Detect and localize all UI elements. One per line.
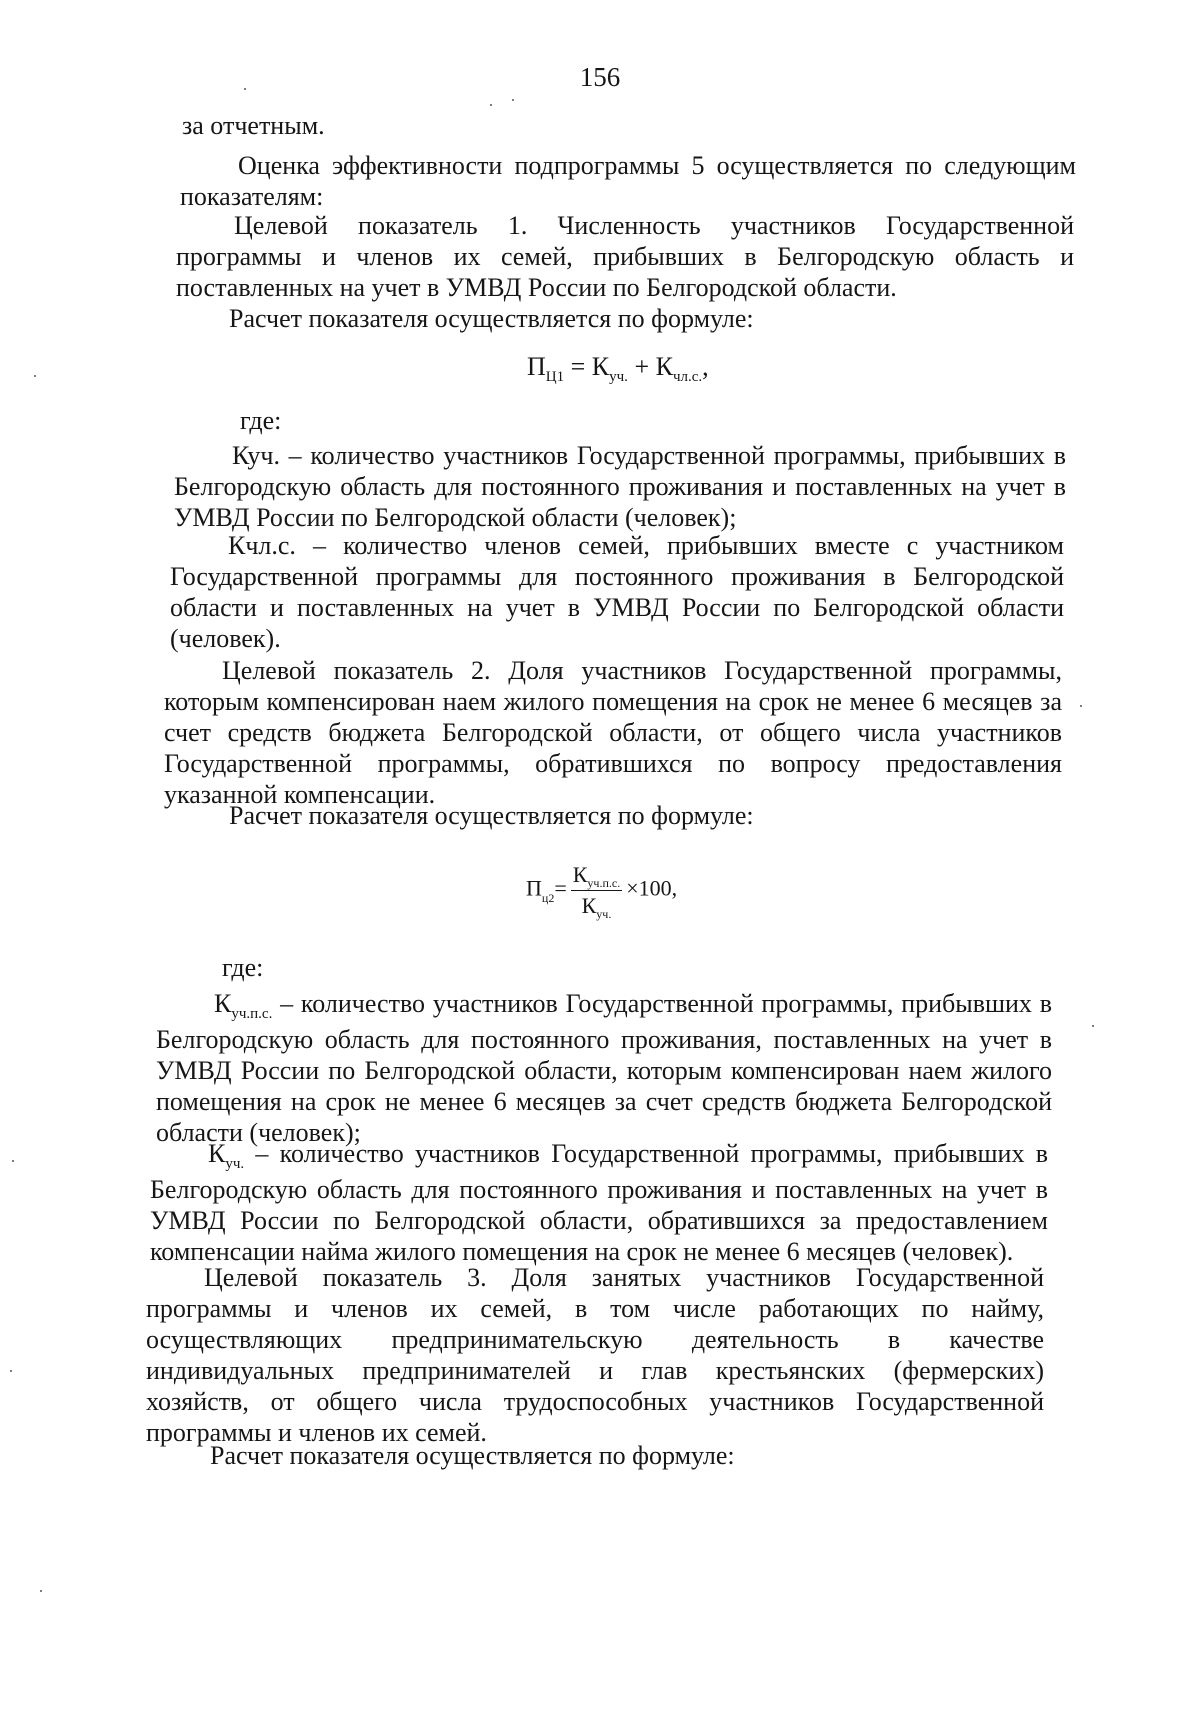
scan-speck bbox=[40, 1590, 42, 1592]
target-indicator-2: Целевой показатель 2. Доля участников Государственной программы, которым компенсирован наем жилого помещения на срок не менее 6 месяцев за счет средств бюджета Белгородской области, от общего числа участников Государственной программы, обратившихся по вопросу предоставления указанной компенсации. bbox=[164, 656, 1062, 809]
calc-caption-1: Расчет показателя осуществляется по формуле: bbox=[229, 304, 754, 333]
definition-kchls: Кчл.с. – количество членов семей, прибывших вместе с участником Государственной программы для постоянного проживания в Белгородской области и поставленных на учет в УМВД России по Белгородской области (человек). bbox=[170, 531, 1064, 653]
definition-kuchps: $К_{уч.п.с.}$ – количество участников Государственной программы, прибывших в Белгородскую область для постоянного проживания, поставленных на учет в УМВД России по Белгородской области, которым компенсирован наем жилого помещения на срок не менее 6 месяцев за счет средств бюджета Белгородской области (человек); bbox=[156, 989, 1052, 1147]
where-label-2: где: bbox=[222, 953, 264, 982]
formula-2: $П_{ц2}=$ $\frac{К_{уч.п.с.}}{К_{уч.}}$ ×100, bbox=[526, 862, 678, 921]
definition-kuch: Куч. – количество участников Государственной программы, прибывших в Белгородскую область для постоянного проживания и поставленных на учет в УМВД России по Белгородской области (человек); bbox=[174, 441, 1066, 532]
target-indicator-3: Целевой показатель 3. Доля занятых участников Государственной программы и членов их семей, в том числе работающих по найму, осуществляющих предпринимательскую деятельность в качестве индивидуальных предпринимателей и глав крестьянских (фермерских) хозяйств, от общего числа трудоспособных участников Государственной программы и членов их семей. bbox=[146, 1263, 1044, 1447]
page-number: 156 bbox=[579, 62, 621, 92]
scan-speck bbox=[1092, 1025, 1094, 1027]
scan-speck bbox=[512, 99, 514, 101]
scan-speck bbox=[10, 1370, 12, 1372]
calc-caption-3: Расчет показателя осуществляется по формуле: bbox=[210, 1441, 735, 1470]
scan-speck bbox=[34, 375, 36, 377]
scan-speck bbox=[1080, 705, 1082, 707]
target-indicator-1: Целевой показатель 1. Численность участников Государственной программы и членов их семей, прибывших в Белгородскую область и поставленных на учет в УМВД России по Белгородской области. bbox=[176, 211, 1074, 302]
scan-speck bbox=[244, 88, 246, 90]
scan-speck bbox=[490, 104, 492, 106]
intro-paragraph: Оценка эффективности подпрограммы 5 осуществляется по следующим показателям: bbox=[180, 151, 1076, 211]
formula-2-fraction: $\frac{К_{уч.п.с.}}{К_{уч.}}$ bbox=[572, 862, 621, 921]
formula-1: $П_{Ц1} = К_{уч.} + К_{чл.с.}$, bbox=[527, 352, 709, 385]
calc-caption-2: Расчет показателя осуществляется по формуле: bbox=[229, 801, 754, 830]
scan-speck bbox=[12, 1160, 14, 1162]
continuation-line: за отчетным. bbox=[182, 111, 325, 140]
definition-kuch-2: $К_{уч.}$ – количество участников Государственной программы, прибывших в Белгородскую область для постоянного проживания и поставленных на учет в УМВД России по Белгородской области, обратившихся за предоставлением компенсации найма жилого помещения на срок не менее 6 месяцев (человек). bbox=[150, 1139, 1048, 1266]
where-label-1: где: bbox=[240, 406, 282, 435]
